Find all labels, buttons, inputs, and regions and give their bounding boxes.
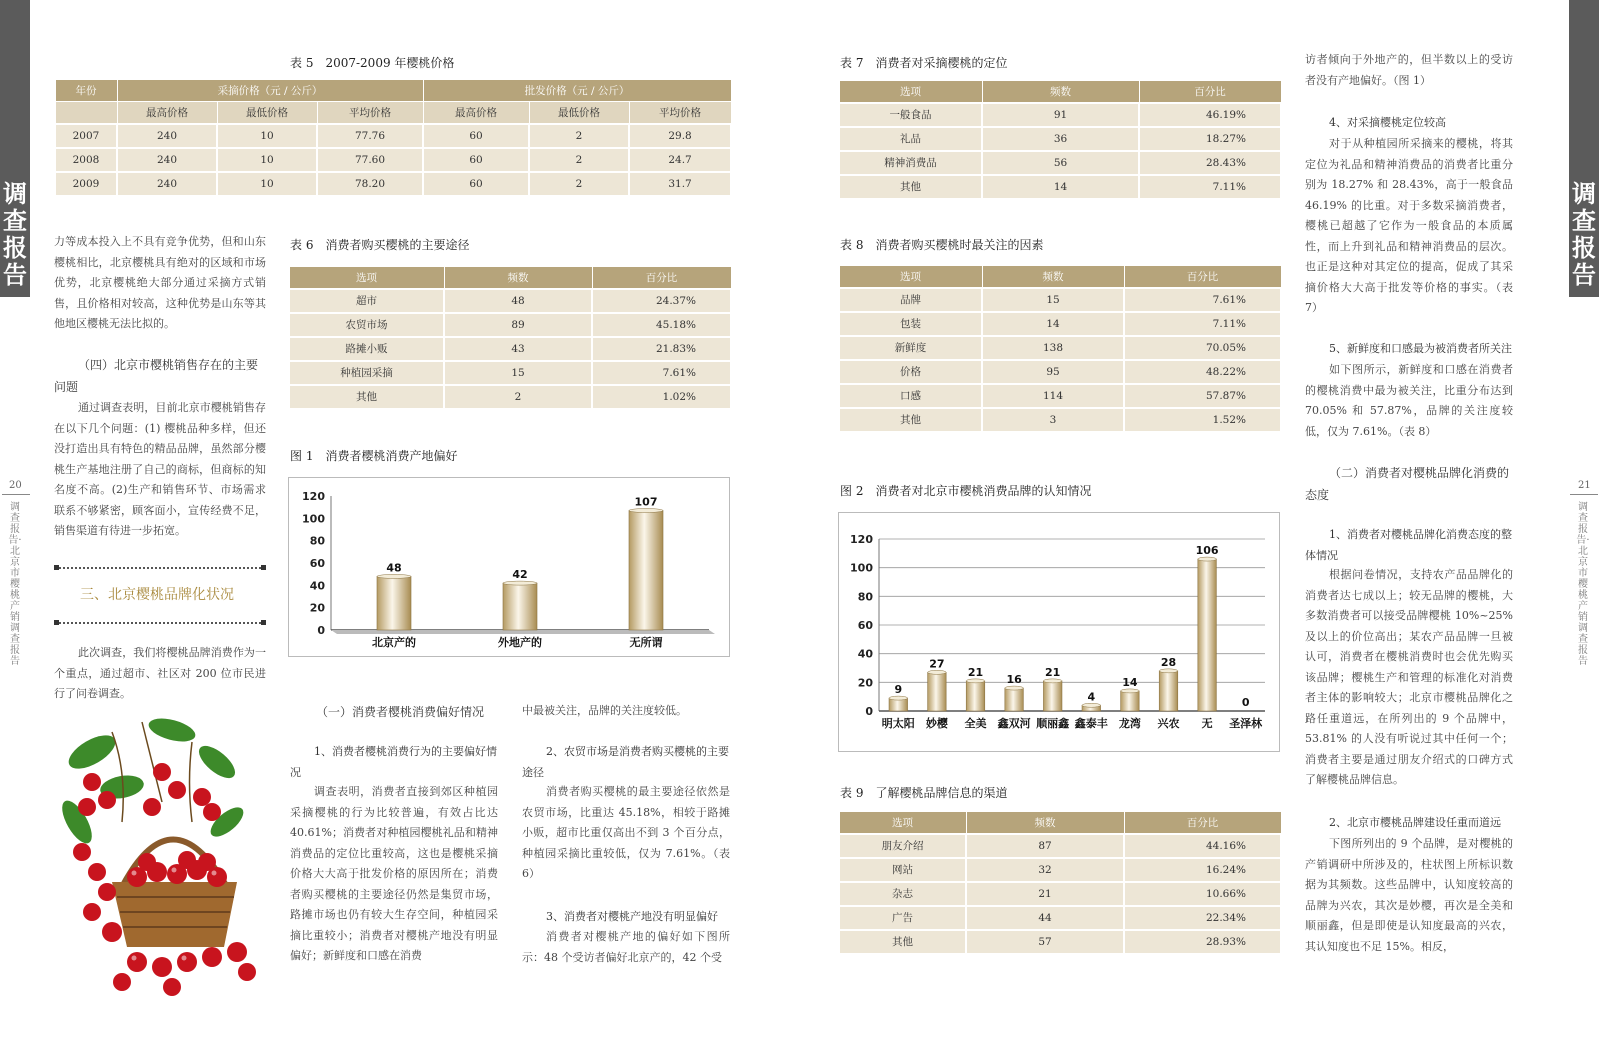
table-cell: 77.76	[317, 124, 423, 148]
table-cell: 10	[217, 148, 317, 172]
table5-subhead: 最高价格	[423, 102, 529, 124]
table7-header: 频数	[982, 81, 1139, 103]
bar-top	[1198, 557, 1217, 561]
table5-head-pick: 采摘价格（元 / 公斤）	[117, 80, 423, 102]
table5-subhead: 平均价格	[629, 102, 731, 124]
chart-floor	[331, 630, 715, 634]
table9-header: 选项	[839, 812, 966, 834]
table-cell: 2	[444, 385, 592, 409]
x-tick-label: 北京产的	[372, 636, 416, 649]
data-label: 16	[1006, 673, 1022, 687]
bar-top	[1043, 679, 1062, 683]
table-cell: 114	[982, 384, 1124, 408]
bar	[1005, 688, 1024, 711]
right-heading-positioning: 4、对采摘樱桃定位较高	[1329, 116, 1446, 129]
mid-paragraph-1: 调查表明，消费者直接到郊区种植园采摘樱桃的行为比较普遍，有效占比达 40.61%；消费者对种植园樱桃礼品和精神消费品的定位比重较高，这也是樱桃采摘价格大大高于批发价格的原因所在；消费者购买樱桃的主要途径仍然是集贸市场，路摊市场也仍有较大生存空间，种植园采摘比重较小；消费者对樱桃产地没有明显偏好；新鲜度和口感在消费	[290, 785, 498, 962]
table-row	[839, 336, 1281, 360]
table5-subhead: 最低价格	[217, 102, 317, 124]
table-cell: 7.11%	[1124, 312, 1281, 336]
bar-top	[889, 696, 908, 700]
table-cell: 36	[982, 127, 1139, 151]
bar-top	[1121, 689, 1140, 693]
table-row	[289, 337, 731, 361]
table6-header: 选项	[289, 267, 444, 289]
page-rule-left	[2, 494, 30, 495]
side-label-left: 调查报告	[3, 179, 27, 289]
bar	[966, 681, 985, 711]
table5-subhead: 平均价格	[317, 102, 423, 124]
mid2-paragraph-2: 消费者对樱桃产地的偏好如下图所示：48 个受访者偏好北京产的，42 个受	[522, 930, 730, 964]
y-tick-label: 0	[317, 624, 325, 637]
table-cell: 57	[966, 930, 1124, 954]
table-cell: 46.19%	[1139, 103, 1281, 127]
table-cell: 95	[982, 360, 1124, 384]
table-cell: 杂志	[839, 882, 966, 906]
table-cell: 口感	[839, 384, 982, 408]
figure1-box	[288, 477, 730, 657]
table-cell: 品牌	[839, 288, 982, 312]
x-tick-label: 兴农	[1157, 717, 1180, 730]
table8-caption: 表 8 消费者购买樱桃时最关注的因素	[840, 238, 1044, 252]
right-paragraph-2: 如下图所示，新鲜度和口感在消费者的樱桃消费中最为被关注，比重分布达到 70.05% 和 57.87%，品牌的关注度较低，仅为 7.61%。（表 8）	[1305, 363, 1513, 438]
mid2-heading-origin: 3、消费者对樱桃产地没有明显偏好	[546, 910, 718, 923]
table-row	[289, 289, 731, 313]
y-tick-label: 20	[309, 601, 325, 615]
table-cell: 7.11%	[1139, 175, 1281, 199]
table-cell: 24.37%	[592, 289, 731, 313]
x-tick-label: 圣泽林	[1229, 717, 1263, 730]
x-tick-label: 鑫泰丰	[1074, 717, 1108, 730]
figure1-chart	[289, 478, 729, 656]
table-cell: 60	[423, 172, 529, 196]
divider-top	[56, 567, 264, 569]
x-tick-label: 无所谓	[629, 636, 663, 649]
right-heading-attitude: （二）消费者对樱桃品牌化消费的态度	[1305, 466, 1510, 502]
data-label: 106	[1195, 544, 1219, 558]
table-cell: 70.05%	[1124, 336, 1281, 360]
table-cell: 240	[117, 124, 217, 148]
divider-bottom	[56, 622, 264, 624]
left-paragraph-3: 此次调查，我们将樱桃品牌消费作为一个重点，通过超市、社区对 200 位市民进行了问卷调查。	[54, 646, 266, 700]
mid2-heading-market: 2、农贸市场是消费者购买樱桃的主要途径	[522, 745, 729, 779]
table-cell: 广告	[839, 906, 966, 930]
data-label: 107	[634, 495, 658, 509]
table-cell: 60	[423, 148, 529, 172]
table-row	[839, 384, 1281, 408]
table-cell: 3	[982, 408, 1124, 432]
table-cell: 60	[423, 124, 529, 148]
table9-caption: 表 9 了解樱桃品牌信息的渠道	[840, 786, 1008, 800]
table8-header: 百分比	[1124, 266, 1281, 288]
table8-header: 选项	[839, 266, 982, 288]
bar-top	[377, 574, 411, 578]
table5-head-year: 年份	[55, 80, 117, 102]
table-cell: 44	[966, 906, 1124, 930]
x-tick-label: 顺丽鑫	[1036, 717, 1070, 730]
table-cell: 路摊小贩	[289, 337, 444, 361]
table-cell: 56	[982, 151, 1139, 175]
x-tick-label: 龙湾	[1118, 717, 1141, 730]
table-cell: 精神消费品	[839, 151, 982, 175]
table-row	[839, 103, 1281, 127]
table-cell: 其他	[289, 385, 444, 409]
table-cell: 22.34%	[1124, 906, 1281, 930]
page-number-left: 20	[9, 480, 22, 491]
right-heading-freshness: 5、新鲜度和口感最为被消费者所关注	[1329, 342, 1512, 355]
bar	[377, 576, 411, 630]
table9	[838, 811, 1282, 955]
table5-head-wholesale: 批发价格（元 / 公斤）	[423, 80, 731, 102]
table8	[838, 265, 1282, 433]
table-cell: 31.7	[629, 172, 731, 196]
table-cell: 其他	[839, 175, 982, 199]
table-cell: 78.20	[317, 172, 423, 196]
y-tick-label: 120	[850, 533, 873, 546]
table-row	[839, 882, 1281, 906]
right-paragraph-1: 对于从种植园所采摘来的樱桃，将其定位为礼品和精神消费品的消费者比重分别为 18.27% 和 28.43%，高于一般食品 46.19% 的比重。对于多数采摘消费者，樱桃已超越了它作为一般食品的本质属性，而上升到礼品和精神消费品的层次。也正是这种对其定位的提高，促成了其采摘价格大大高于批发等价格的事实。（表 7）	[1305, 137, 1513, 314]
table-cell: 240	[117, 172, 217, 196]
table-row	[839, 151, 1281, 175]
side-label-right: 调查报告	[1572, 179, 1596, 289]
table-cell: 18.27%	[1139, 127, 1281, 151]
table-row	[839, 360, 1281, 384]
table5-subhead: 最高价格	[117, 102, 217, 124]
table-row	[839, 408, 1281, 432]
table-cell: 网站	[839, 858, 966, 882]
bar-top	[1159, 669, 1178, 673]
table-row	[839, 288, 1281, 312]
table-cell: 7.61%	[1124, 288, 1281, 312]
table-cell: 新鲜度	[839, 336, 982, 360]
bar-top	[966, 679, 985, 683]
right-heading-construction: 2、北京市樱桃品牌建设任重而道远	[1329, 816, 1501, 829]
table-cell: 2009	[55, 172, 117, 196]
table-cell: 28.43%	[1139, 151, 1281, 175]
table-cell: 21	[966, 882, 1124, 906]
bar-top	[928, 670, 947, 674]
table-cell: 44.16%	[1124, 834, 1281, 858]
running-title-left: 调查报告·北京市樱桃产销调查报告	[8, 502, 22, 667]
table-cell: 种植园采摘	[289, 361, 444, 385]
y-tick-label: 40	[857, 647, 873, 661]
table-row	[289, 361, 731, 385]
table-cell: 16.24%	[1124, 858, 1281, 882]
table-cell: 2008	[55, 148, 117, 172]
table5	[54, 79, 732, 197]
data-label: 21	[1045, 665, 1061, 679]
mid-heading-preference: （一）消费者樱桃消费偏好情况	[316, 705, 485, 719]
cherry-basket-illustration	[52, 712, 267, 1002]
mid2-paragraph-1: 消费者购买樱桃的最主要途径依然是农贸市场，比重达 45.18%，相较于路摊小贩，超市比重仅高出不到 3 个百分点，种植园采摘比重较低，仅为 7.61%。（表 6）	[522, 785, 730, 880]
table-cell: 10	[217, 172, 317, 196]
page-rule-right	[1570, 494, 1598, 495]
table-cell: 87	[966, 834, 1124, 858]
figure1-caption: 图 1 消费者樱桃消费产地偏好	[290, 449, 458, 463]
y-tick-label: 100	[302, 512, 325, 526]
x-tick-label: 全美	[964, 717, 987, 730]
table5-subhead-blank	[55, 102, 117, 124]
bar	[503, 583, 537, 630]
bar-top	[1005, 686, 1024, 690]
table7-header: 百分比	[1139, 81, 1281, 103]
bar-top	[503, 581, 537, 585]
y-tick-label: 80	[857, 590, 873, 604]
y-tick-label: 60	[309, 557, 325, 570]
table6-header: 百分比	[592, 267, 731, 289]
table-cell: 24.7	[629, 148, 731, 172]
table-cell: 其他	[839, 408, 982, 432]
table-row	[839, 834, 1281, 858]
table-cell: 2	[529, 172, 629, 196]
table-cell: 超市	[289, 289, 444, 313]
table-cell: 礼品	[839, 127, 982, 151]
table-cell: 7.61%	[592, 361, 731, 385]
data-label: 28	[1160, 655, 1177, 669]
table-cell: 2	[529, 124, 629, 148]
table-row	[55, 172, 731, 196]
table-row	[839, 858, 1281, 882]
table-cell: 价格	[839, 360, 982, 384]
left-paragraph-1: 力等成本投入上不具有竞争优势，但和山东樱桃相比，北京樱桃具有绝对的区域和市场优势，北京樱桃绝大部分通过采摘方式销售，且价格相对较高，这种优势是山东等其他地区樱桃无法比拟的。	[54, 235, 266, 330]
table-row	[55, 148, 731, 172]
right-paragraph-3: 根据问卷情况，支持农产品品牌化的消费者达七成以上；较无品牌的樱桃，大多数消费者可以接受品牌樱桃 10%~25% 及以上的价位高出；某农产品品牌一旦被认可，消费者在樱桃消费时也会优先购买该品牌；樱桃生产和管理的标准化对消费者主体的影响较大；北京市樱桃品牌化之路任重道远，在所列出的 9 个品牌中，53.81% 的人没有听说过其中任何一个；消费者主要是通过朋友介绍式的口碑方式了解樱桃品牌信息。	[1305, 568, 1513, 786]
mid-heading-behavior: 1、消费者樱桃消费行为的主要偏好情况	[290, 745, 497, 779]
table7	[838, 80, 1282, 200]
bar	[629, 511, 663, 630]
table-cell: 15	[444, 361, 592, 385]
data-label: 9	[894, 683, 903, 697]
table-cell: 一般食品	[839, 103, 982, 127]
right-heading-overall: 1、消费者对樱桃品牌化消费态度的整体情况	[1305, 528, 1512, 562]
y-tick-label: 60	[857, 619, 873, 632]
figure2-caption: 图 2 消费者对北京市樱桃消费品牌的认知情况	[840, 484, 1092, 498]
data-label: 4	[1087, 690, 1096, 704]
bar	[1198, 559, 1217, 711]
table5-subhead: 最低价格	[529, 102, 629, 124]
table-row	[839, 930, 1281, 954]
table-cell: 45.18%	[592, 313, 731, 337]
data-label: 14	[1122, 675, 1138, 689]
table-cell: 89	[444, 313, 592, 337]
table-row	[839, 906, 1281, 930]
data-label: 48	[386, 561, 402, 575]
table-cell: 28.93%	[1124, 930, 1281, 954]
table-cell: 14	[982, 175, 1139, 199]
table8-header: 频数	[982, 266, 1124, 288]
table-cell: 2007	[55, 124, 117, 148]
table-cell: 91	[982, 103, 1139, 127]
x-tick-label: 鑫双河	[997, 717, 1031, 730]
table-cell: 1.02%	[592, 385, 731, 409]
table-row	[55, 124, 731, 148]
y-tick-label: 20	[857, 676, 873, 690]
table-cell: 10	[217, 124, 317, 148]
bar	[1043, 681, 1062, 711]
table-cell: 15	[982, 288, 1124, 312]
table6	[288, 266, 732, 410]
bar	[1121, 691, 1140, 711]
right-paragraph-0: 访者倾向于外地产的，但半数以上的受访者没有产地偏好。（图 1）	[1305, 53, 1513, 87]
y-tick-label: 120	[302, 490, 325, 503]
y-tick-label: 80	[309, 534, 325, 548]
y-tick-label: 0	[865, 705, 873, 718]
data-label: 21	[967, 665, 984, 679]
y-tick-label: 40	[309, 579, 325, 593]
table-row	[289, 313, 731, 337]
table-cell: 2	[529, 148, 629, 172]
table9-header: 百分比	[1124, 812, 1281, 834]
table-row	[839, 312, 1281, 336]
table6-header: 频数	[444, 267, 592, 289]
data-label: 27	[929, 657, 945, 671]
running-title-right: 调查报告·北京市樱桃产销调查报告	[1576, 502, 1590, 667]
table-row	[289, 385, 731, 409]
table-cell: 57.87%	[1124, 384, 1281, 408]
x-tick-label: 明太阳	[881, 717, 915, 730]
table7-caption: 表 7 消费者对采摘樱桃的定位	[840, 56, 1008, 70]
table-cell: 48	[444, 289, 592, 313]
right-paragraph-4: 下图所列出的 9 个品牌，是对樱桃的产销调研中所涉及的，柱状图上所标识数据为其频数。这些品牌中，认知度较高的品牌为兴农，其次是妙樱，再次是全美和顺丽鑫，但是即使是认知度最高的兴农，其认知度也不足 15%。相反，	[1305, 837, 1513, 953]
x-tick-label: 无	[1201, 717, 1213, 730]
left-heading-issues: （四）北京市樱桃销售存在的主要问题	[54, 358, 259, 394]
table-cell: 240	[117, 148, 217, 172]
bar	[1159, 671, 1178, 711]
bar	[928, 672, 947, 711]
table-row	[839, 175, 1281, 199]
table-cell: 包装	[839, 312, 982, 336]
table9-header: 频数	[966, 812, 1124, 834]
table-cell: 14	[982, 312, 1124, 336]
mid2-paragraph-0: 中最被关注，品牌的关注度较低。	[522, 704, 687, 717]
table7-header: 选项	[839, 81, 982, 103]
table-cell: 29.8	[629, 124, 731, 148]
data-label: 42	[512, 568, 528, 582]
table-cell: 32	[966, 858, 1124, 882]
table-cell: 其他	[839, 930, 966, 954]
table6-caption: 表 6 消费者购买樱桃的主要途径	[290, 238, 470, 252]
table-cell: 1.52%	[1124, 408, 1281, 432]
y-tick-label: 100	[850, 561, 873, 575]
table-cell: 48.22%	[1124, 360, 1281, 384]
table-cell: 138	[982, 336, 1124, 360]
left-paragraph-2: 通过调查表明，目前北京市樱桃销售存在以下几个问题：(1) 樱桃品种多样，但还没打造出具有特色的精品品牌，虽然部分樱桃生产基地注册了自己的商标，但商标的知名度不高。(2)生产和销售环节、市场需求联系不够紧密，顾客面小，宣传经费不足，销售渠道有待进一步拓宽。	[54, 401, 266, 537]
bar-top	[629, 509, 663, 513]
table-cell: 朋友介绍	[839, 834, 966, 858]
table-cell: 77.60	[317, 148, 423, 172]
table-cell: 21.83%	[592, 337, 731, 361]
figure2-box	[838, 512, 1280, 752]
table-cell: 43	[444, 337, 592, 361]
x-tick-label: 妙樱	[925, 717, 948, 730]
table-cell: 10.66%	[1124, 882, 1281, 906]
figure2-chart	[839, 513, 1279, 751]
table5-caption: 表 5 2007-2009 年樱桃价格	[290, 56, 455, 70]
table-cell: 农贸市场	[289, 313, 444, 337]
bar-top	[1082, 703, 1101, 707]
data-label: 0	[1241, 696, 1250, 709]
x-tick-label: 外地产的	[498, 636, 542, 649]
page-number-right: 21	[1578, 480, 1591, 491]
table-row	[839, 127, 1281, 151]
section-title-brand: 三、北京樱桃品牌化状况	[80, 587, 234, 603]
